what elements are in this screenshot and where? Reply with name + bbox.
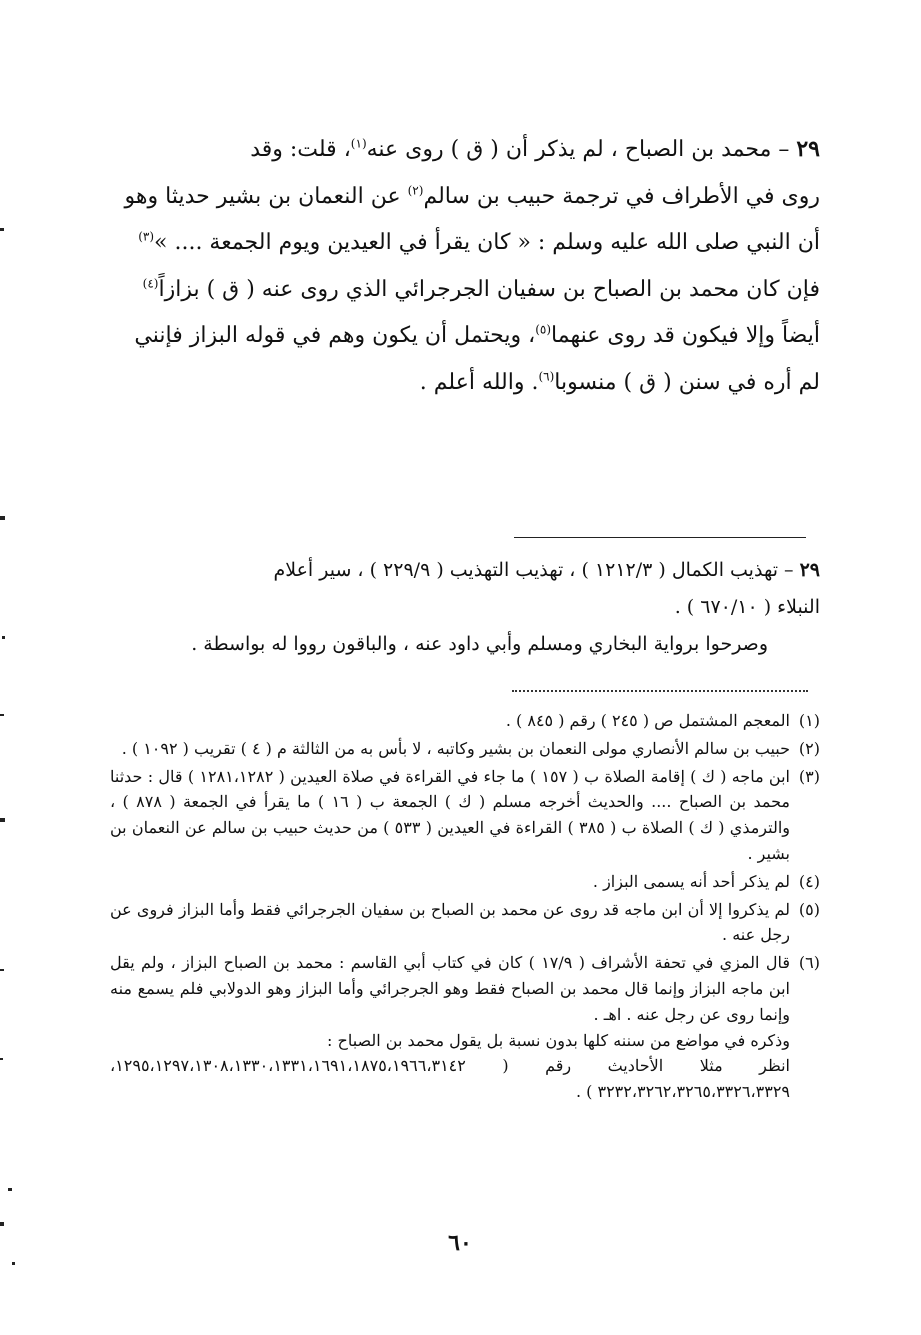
footnote-5 <box>110 897 820 949</box>
footnote-ref-3[interactable]: (٣) <box>138 229 155 244</box>
footnote-text: المعجم المشتمل ص ( ٢٤٥ ) رقم ( ٨٤٥ ) . <box>505 711 790 730</box>
footnote-number: (٤) <box>798 871 820 891</box>
main-line-2 <box>110 174 820 221</box>
main-entry <box>110 126 820 406</box>
main-line-3 <box>110 220 820 267</box>
main-line-5 <box>110 313 820 360</box>
footnote-body <box>110 736 790 762</box>
scan-edge-mark <box>0 714 4 716</box>
footnote-1 <box>110 708 820 734</box>
main-text-segment: . والله أعلم . <box>419 369 539 395</box>
scan-edge-mark <box>0 516 5 520</box>
footnote-4 <box>110 869 820 895</box>
main-text-segment: ، ويحتمل أن يكون وهم في قوله البزاز فإنني <box>134 323 536 348</box>
footnote-body <box>110 950 790 1105</box>
scan-edge-mark <box>12 1262 15 1265</box>
footnote-body <box>110 708 790 734</box>
footnote-number: (١) <box>798 711 820 730</box>
scan-edge-mark <box>2 636 5 639</box>
main-line-1 <box>110 126 820 174</box>
main-text-segment: أيضاً وإلا فيكون قد روى عنهما <box>551 323 820 348</box>
footnote-ref-5[interactable]: (٥) <box>535 322 552 337</box>
footnote-3 <box>110 764 820 867</box>
scan-edge-mark <box>0 228 4 231</box>
scan-edge-mark <box>0 1222 4 1226</box>
footnotes-list <box>110 708 820 1107</box>
main-text-segment: ، قلت: وقد <box>250 137 351 162</box>
footnote-number: (٥) <box>798 899 820 919</box>
scan-edge-mark <box>0 1058 3 1060</box>
footnote-text: لم يذكر أحد أنه يسمى البزاز . <box>592 871 790 891</box>
footnote-ref-1[interactable]: (١) <box>350 136 367 151</box>
main-line-4 <box>110 267 820 314</box>
footnote-separator-dotted <box>512 690 808 692</box>
sources-text: – تهذيب الكمال ( ١٢١٢/٣ ) ، تهذيب التهذيب ( ٢٢٩/٩ ) ، سير أعلام <box>273 559 800 581</box>
main-line-6 <box>110 360 820 407</box>
footnote-text: انظر مثلا الأحاديث رقم ( ١٢٩٥،١٢٩٧،١٣٠٨،١٣٣٠،١٣٣١،١٦٩١،١٨٧٥،١٩٦٦،٣١٤٢، ٣٢٣٢،٣٢٦٢،٣٢٦٥،٣٣٢٦،٣٣٢٩ ) . <box>110 1056 790 1102</box>
scan-edge-mark <box>0 969 4 971</box>
sources-line-2: النبلاء ( ٦٧٠/١٠ ) . <box>674 596 820 618</box>
main-text-segment: عن النعمان بن بشير حديثا وهو <box>124 183 408 209</box>
sources-number: ٢٩ <box>799 559 820 581</box>
footnote-ref-4[interactable]: (٤) <box>142 276 159 291</box>
sources-line-3: وصرحوا برواية البخاري ومسلم وأبي داود عنه ، والباقون رووا له بواسطة . <box>191 633 768 655</box>
footnote-text: قال المزي في تحفة الأشراف ( ١٧/٩ ) كان في كتاب أبي القاسم : محمد بن الصباح البزاز ، ولم يقل ابن ماجه البزاز وإنما قال محمد بن الصباح فقط وهو الجرجرائي وأما البزاز وهو الدولابي فلم يسمع منه وإنما روى عن رجل عنه . اهـ . <box>110 953 790 1024</box>
footnote-body <box>110 764 790 867</box>
footnote-number: (٢) <box>798 738 820 758</box>
footnote-number: (٦) <box>798 953 820 973</box>
sources-line-1 <box>110 552 820 589</box>
page-number: ٦٠ <box>448 1230 472 1256</box>
footnote-text: وذكره في مواضع من سننه كلها بدون نسبة بل يقول محمد بن الصباح : <box>327 1030 790 1050</box>
sources-section <box>110 552 820 663</box>
footnote-text: ابن ماجه ( ك ) إقامة الصلاة ب ( ١٥٧ ) ما جاء في القراءة في صلاة العيدين ( ١٢٨١،١٢٨٢ ) قال : حدثنا محمد بن الصباح .... والحديث أخرجه مسلم ( ك ) الجمعة ب ( ١٦ ) ما يقرأ في الجمعة ( ٨٧٨ ) ، والترمذي ( ك ) الصلاة ب ( ٣٨٥ ) القراءة في العيدين ( ٥٣٣ ) من حديث حبيب بن سالم عن النعمان بن بشير . <box>110 766 790 863</box>
main-text-segment: روى في الأطراف في ترجمة حبيب بن سالم <box>423 183 820 209</box>
main-text-segment: أن النبي صلى الله عليه وسلم : « كان يقرأ في العيدين ويوم الجمعة .... » <box>154 230 820 255</box>
footnote-2 <box>110 736 820 762</box>
scan-edge-mark <box>8 1188 12 1191</box>
footnote-6 <box>110 950 820 1105</box>
main-text-segment: فإن كان محمد بن الصباح بن سفيان الجرجرائي الذي روى عنه ( ق ) بزازاً <box>158 276 820 302</box>
footnote-body <box>110 897 790 949</box>
footnote-ref-6[interactable]: (٦) <box>538 369 555 384</box>
footnote-text: حبيب بن سالم الأنصاري مولى النعمان بن بشير وكاتبه ، لا بأس به من الثالثة م ( ٤ ) تقريب ( ١٠٩٢ ) . <box>121 738 790 758</box>
footnote-separator-solid <box>514 537 806 538</box>
footnote-body <box>110 869 790 895</box>
scan-edge-mark <box>0 818 5 822</box>
main-text-segment: – محمد بن الصباح ، لم يذكر أن ( ق ) روى عنه <box>366 137 797 162</box>
entry-number: ٢٩ <box>796 136 820 162</box>
main-text-segment: لم أره في سنن ( ق ) منسوبا <box>554 369 820 395</box>
footnote-number: (٣) <box>798 766 820 786</box>
footnote-text: لم يذكروا إلا أن ابن ماجه قد روى عن محمد بن الصباح بن سفيان الجرجرائي فقط وأما البزاز فروى عن رجل عنه . <box>110 899 790 945</box>
footnote-ref-2[interactable]: (٢) <box>407 183 424 198</box>
